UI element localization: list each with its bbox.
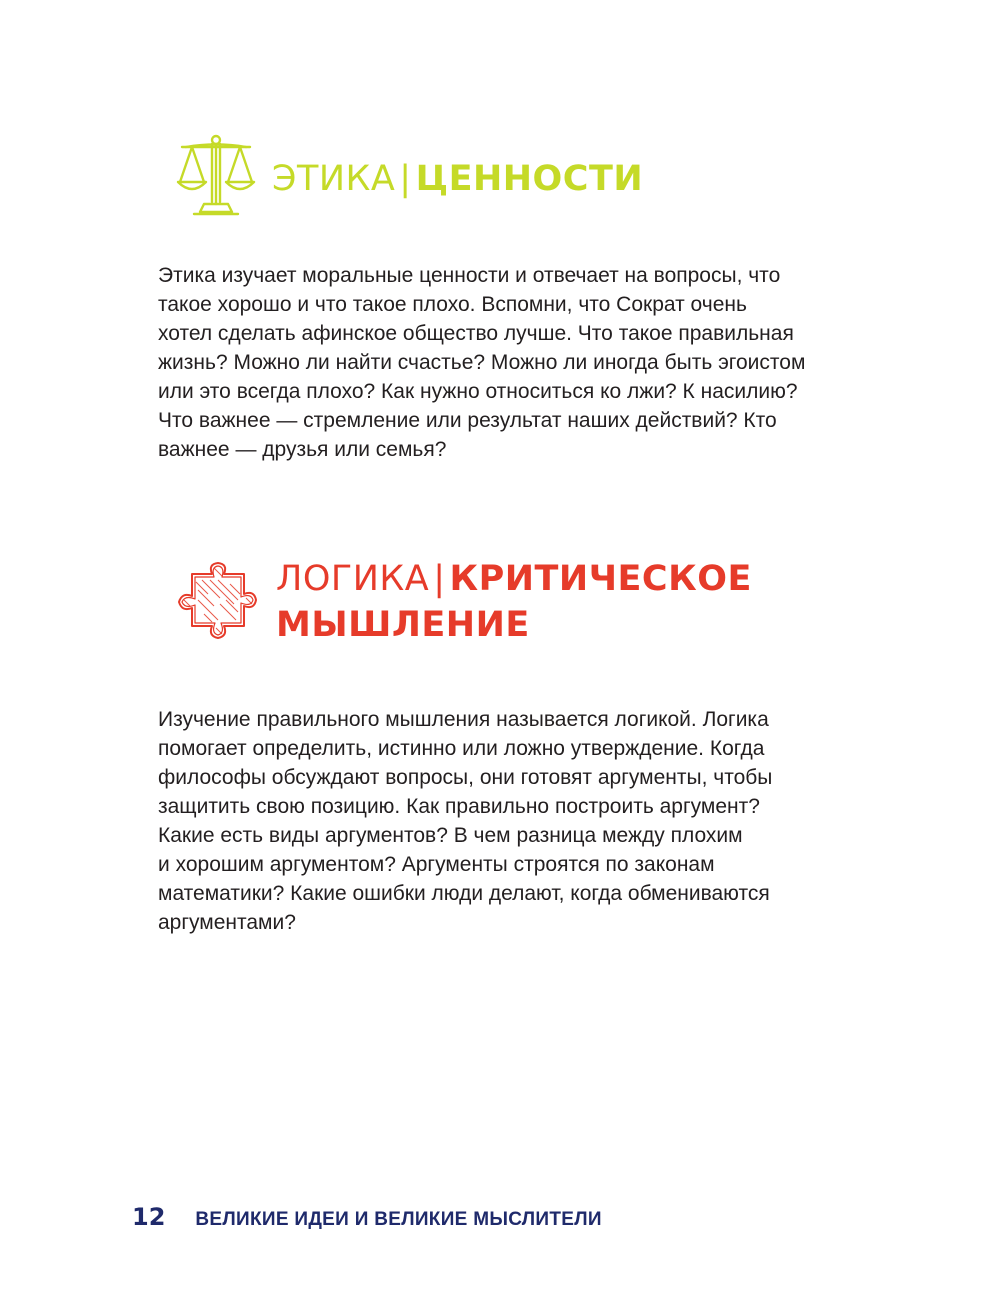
ethics-line: важнее — друзья или семья? xyxy=(158,438,447,461)
logic-heading xyxy=(276,556,752,648)
logic-heading-line2: МЫШЛЕНИЕ xyxy=(276,605,530,645)
logic-line: аргументами? xyxy=(158,911,296,934)
logic-line: и хорошим аргументом? Аргументы строятся по законам xyxy=(158,853,715,876)
logic-line: защитить свою позицию. Как правильно построить аргумент? xyxy=(158,795,760,818)
ethics-line: жизнь? Можно ли найти счастье? Можно ли иногда быть эгоистом xyxy=(158,351,806,374)
ethics-heading xyxy=(272,156,643,202)
logic-paragraph xyxy=(158,705,878,937)
page-footer xyxy=(132,1203,602,1231)
page-number: 12 xyxy=(132,1203,166,1231)
ethics-title-part2: ЦЕННОСТИ xyxy=(415,159,644,199)
logic-section-header xyxy=(174,560,752,648)
logic-title-part2-line1: КРИТИЧЕСКОЕ xyxy=(449,559,752,599)
logic-line: Изучение правильного мышления называется логикой. Логика xyxy=(158,708,769,731)
ethics-paragraph xyxy=(158,261,878,464)
puzzle-piece-icon xyxy=(174,560,264,646)
logic-title-separator: | xyxy=(433,559,446,599)
scales-icon xyxy=(176,134,256,218)
ethics-line: хотел сделать афинское общество лучше. Что такое правильная xyxy=(158,322,794,345)
logic-line: Какие есть виды аргументов? В чем разница между плохим xyxy=(158,824,743,847)
logic-line: математики? Какие ошибки люди делают, когда обмениваются xyxy=(158,882,770,905)
ethics-line: Этика изучает моральные ценности и отвечает на вопросы, что xyxy=(158,264,781,287)
book-title: ВЕЛИКИЕ ИДЕИ И ВЕЛИКИЕ МЫСЛИТЕЛИ xyxy=(195,1209,602,1230)
ethics-line: или это всегда плохо? Как нужно относиться ко лжи? К насилию? xyxy=(158,380,798,403)
ethics-title-part1: ЭТИКА xyxy=(272,159,396,199)
logic-heading-line1 xyxy=(276,556,752,602)
ethics-section-header xyxy=(176,134,643,218)
ethics-line: Что важнее — стремление или результат наших действий? Кто xyxy=(158,409,777,432)
logic-title-part1: ЛОГИКА xyxy=(276,559,430,599)
logic-line: помогает определить, истинно или ложно утверждение. Когда xyxy=(158,737,765,760)
ethics-line: такое хорошо и что такое плохо. Вспомни, что Сократ очень xyxy=(158,293,747,316)
ethics-title-separator: | xyxy=(399,159,412,199)
logic-line: философы обсуждают вопросы, они готовят аргументы, чтобы xyxy=(158,766,773,789)
